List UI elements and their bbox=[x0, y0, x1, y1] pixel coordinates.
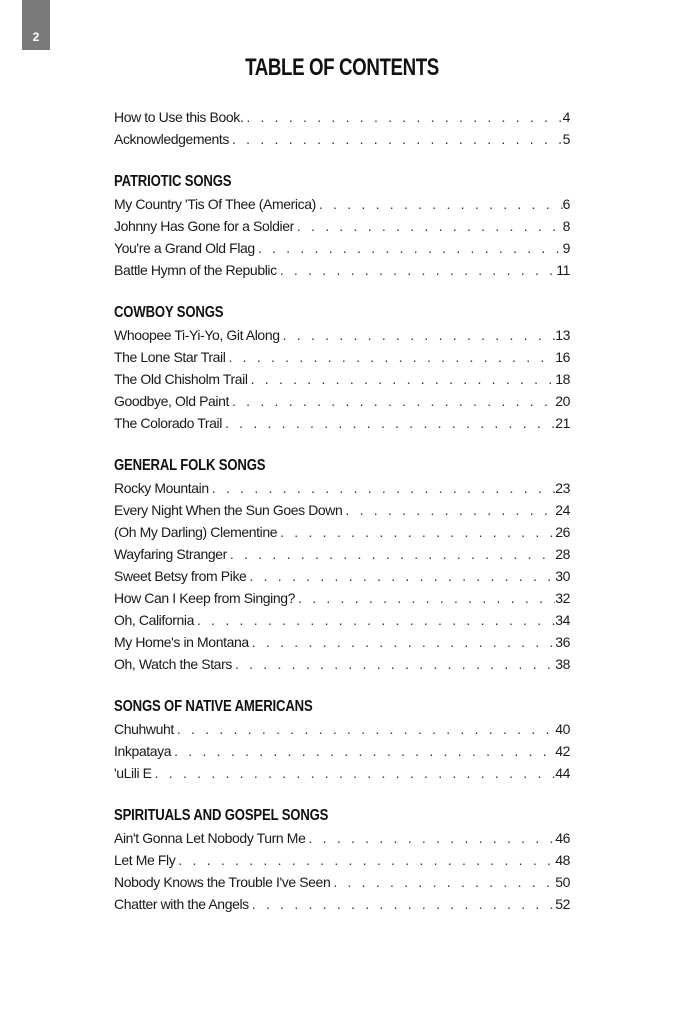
dot-leader bbox=[280, 324, 556, 346]
entry-title: Ain't Gonna Let Nobody Turn Me bbox=[114, 830, 306, 846]
dot-leader bbox=[249, 893, 555, 915]
toc-entry[interactable] bbox=[114, 477, 570, 499]
entry-page: 46 bbox=[555, 830, 570, 846]
entry-page: 36 bbox=[555, 634, 570, 650]
dot-leader bbox=[294, 215, 563, 237]
entry-title: How to Use this Book. bbox=[114, 109, 244, 125]
dot-leader bbox=[175, 849, 555, 871]
entry-page: 8 bbox=[562, 218, 570, 234]
toc-entry[interactable] bbox=[114, 718, 570, 740]
toc-entry[interactable] bbox=[114, 827, 570, 849]
toc-entry[interactable] bbox=[114, 193, 570, 215]
dot-leader bbox=[174, 718, 555, 740]
dot-leader bbox=[222, 412, 555, 434]
toc-entry[interactable] bbox=[114, 412, 570, 434]
entry-title: Oh, California bbox=[114, 612, 194, 628]
dot-leader bbox=[246, 565, 555, 587]
toc-entry[interactable] bbox=[114, 106, 570, 128]
entry-title: Rocky Mountain bbox=[114, 480, 209, 496]
entry-title: My Country 'Tis Of Thee (America) bbox=[114, 196, 316, 212]
entry-title: Every Night When the Sun Goes Down bbox=[114, 502, 343, 518]
dot-leader bbox=[342, 499, 555, 521]
entry-title: Inkpataya bbox=[114, 743, 172, 759]
dot-leader bbox=[152, 762, 556, 784]
section-heading: COWBOY SONGS bbox=[114, 304, 224, 321]
entry-title: 'uLili E bbox=[114, 765, 152, 781]
entry-page: 52 bbox=[555, 896, 570, 912]
entry-title: Wayfaring Stranger bbox=[114, 546, 227, 562]
section-heading: PATRIOTIC SONGS bbox=[114, 173, 232, 190]
entry-title: Nobody Knows the Trouble I've Seen bbox=[114, 874, 331, 890]
entry-title: You're a Grand Old Flag bbox=[114, 240, 255, 256]
toc-section bbox=[114, 696, 570, 784]
section-heading: SONGS OF NATIVE AMERICANS bbox=[114, 698, 313, 715]
entry-title: Whoopee Ti-Yi-Yo, Git Along bbox=[114, 327, 280, 343]
entry-page: 34 bbox=[555, 612, 570, 628]
toc-entry[interactable] bbox=[114, 631, 570, 653]
entry-title: My Home's in Montana bbox=[114, 634, 249, 650]
dot-leader bbox=[227, 543, 555, 565]
dot-leader bbox=[194, 609, 555, 631]
entry-page: 23 bbox=[555, 480, 570, 496]
entry-page: 44 bbox=[555, 765, 570, 781]
entry-title: Oh, Watch the Stars bbox=[114, 656, 232, 672]
entry-page: 28 bbox=[555, 546, 570, 562]
dot-leader bbox=[255, 237, 563, 259]
table-of-contents bbox=[114, 106, 570, 915]
page-number-tab bbox=[22, 0, 50, 50]
dot-leader bbox=[243, 106, 562, 128]
dot-leader bbox=[277, 521, 555, 543]
entry-page: 42 bbox=[555, 743, 570, 759]
entry-page: 4 bbox=[562, 109, 570, 125]
dot-leader bbox=[305, 827, 555, 849]
toc-entry[interactable] bbox=[114, 740, 570, 762]
page-number: 2 bbox=[32, 30, 40, 44]
entry-page: 32 bbox=[555, 590, 570, 606]
entry-title: Acknowledgements bbox=[114, 131, 229, 147]
entry-title: Chatter with the Angels bbox=[114, 896, 249, 912]
entry-page: 16 bbox=[555, 349, 570, 365]
dot-leader bbox=[209, 477, 555, 499]
dot-leader bbox=[229, 128, 563, 150]
toc-entry[interactable] bbox=[114, 653, 570, 675]
dot-leader bbox=[225, 346, 555, 368]
entry-page: 20 bbox=[555, 393, 570, 409]
entry-title: Let Me Fly bbox=[114, 852, 176, 868]
toc-entry[interactable] bbox=[114, 499, 570, 521]
entry-page: 18 bbox=[555, 371, 570, 387]
entry-page: 40 bbox=[555, 721, 570, 737]
entry-page: 48 bbox=[555, 852, 570, 868]
dot-leader bbox=[248, 368, 556, 390]
toc-entry[interactable] bbox=[114, 368, 570, 390]
toc-entry[interactable] bbox=[114, 587, 570, 609]
dot-leader bbox=[229, 390, 555, 412]
dot-leader bbox=[232, 653, 555, 675]
section-heading: GENERAL FOLK SONGS bbox=[114, 457, 266, 474]
dot-leader bbox=[316, 193, 563, 215]
toc-entry[interactable] bbox=[114, 521, 570, 543]
toc-section bbox=[114, 805, 570, 915]
dot-leader bbox=[249, 631, 555, 653]
toc-entry[interactable] bbox=[114, 390, 570, 412]
toc-entry[interactable] bbox=[114, 762, 570, 784]
toc-entry[interactable] bbox=[114, 543, 570, 565]
entry-title: Goodbye, Old Paint bbox=[114, 393, 229, 409]
entry-title: The Lone Star Trail bbox=[114, 349, 226, 365]
toc-entry[interactable] bbox=[114, 259, 570, 281]
toc-section bbox=[114, 455, 570, 675]
entry-title: Battle Hymn of the Republic bbox=[114, 262, 277, 278]
toc-entry[interactable] bbox=[114, 128, 570, 150]
toc-entry[interactable] bbox=[114, 849, 570, 871]
toc-entry[interactable] bbox=[114, 893, 570, 915]
entry-title: Sweet Betsy from Pike bbox=[114, 568, 247, 584]
dot-leader bbox=[330, 871, 555, 893]
toc-section bbox=[114, 171, 570, 281]
toc-section bbox=[114, 302, 570, 434]
entry-page: 5 bbox=[562, 131, 570, 147]
entry-page: 50 bbox=[555, 874, 570, 890]
entry-page: 21 bbox=[555, 415, 570, 431]
dot-leader bbox=[171, 740, 555, 762]
entry-title: How Can I Keep from Singing? bbox=[114, 590, 296, 606]
toc-entry[interactable] bbox=[114, 324, 570, 346]
entry-page: 24 bbox=[555, 502, 570, 518]
toc-entry[interactable] bbox=[114, 237, 570, 259]
entry-page: 38 bbox=[555, 656, 570, 672]
dot-leader bbox=[277, 259, 557, 281]
section-heading: SPIRITUALS AND GOSPEL SONGS bbox=[114, 807, 329, 824]
toc-entry[interactable] bbox=[114, 215, 570, 237]
entry-page: 11 bbox=[556, 262, 570, 278]
entry-page: 6 bbox=[562, 196, 570, 212]
entry-page: 30 bbox=[555, 568, 570, 584]
entry-title: The Colorado Trail bbox=[114, 415, 222, 431]
entry-title: Chuhwuht bbox=[114, 721, 174, 737]
page-title: TABLE OF CONTENTS bbox=[245, 54, 439, 81]
entry-page: 13 bbox=[555, 327, 570, 343]
dot-leader bbox=[295, 587, 555, 609]
toc-entry[interactable] bbox=[114, 609, 570, 631]
entry-page: 26 bbox=[555, 524, 570, 540]
entry-title: The Old Chisholm Trail bbox=[114, 371, 248, 387]
entry-title: Johnny Has Gone for a Soldier bbox=[114, 218, 294, 234]
toc-entry[interactable] bbox=[114, 346, 570, 368]
entry-page: 9 bbox=[562, 240, 570, 256]
toc-entry[interactable] bbox=[114, 565, 570, 587]
toc-entry[interactable] bbox=[114, 871, 570, 893]
entry-title: (Oh My Darling) Clementine bbox=[114, 524, 278, 540]
